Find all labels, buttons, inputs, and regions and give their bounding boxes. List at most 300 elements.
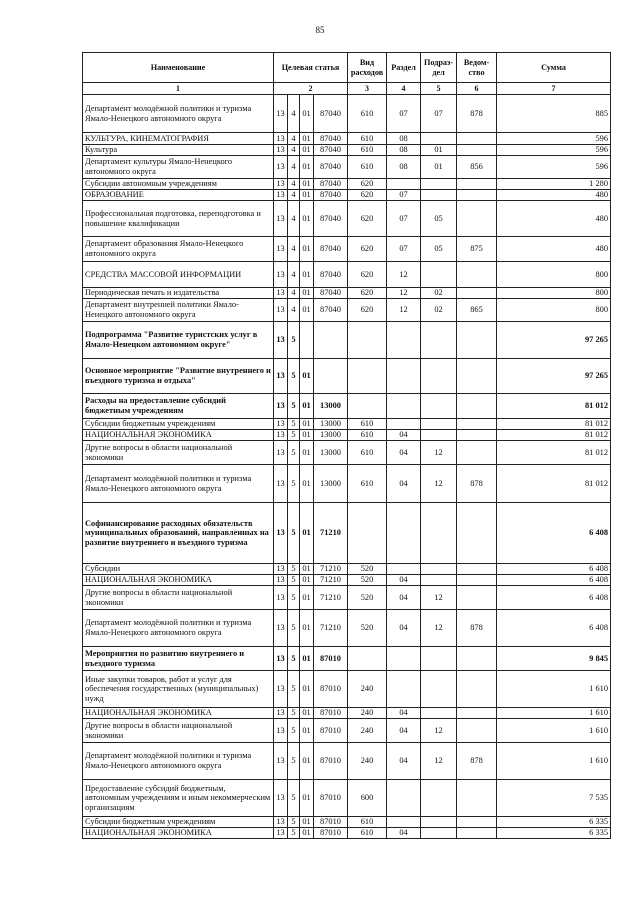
target-article-code-cell: 87040 [314,288,348,299]
header-number: 5 [421,83,457,95]
section-cell [387,394,421,419]
target-article-subprogram-cell: 4 [288,299,300,322]
subsection-cell [421,262,457,288]
row-name-cell: Другие вопросы в области национальной экономики [83,586,274,610]
amount-cell: 6 408 [497,610,611,647]
target-article-program-cell: 13 [274,719,288,743]
target-article-program-cell: 13 [274,262,288,288]
subsection-cell: 12 [421,610,457,647]
table-row [83,359,611,394]
page-number: 85 [315,25,325,35]
target-article-subprogram-cell: 4 [288,179,300,190]
section-cell: 12 [387,288,421,299]
header-number: 2 [274,83,348,95]
section-cell [387,780,421,817]
target-article-measure-cell: 01 [300,288,314,299]
target-article-program-cell: 13 [274,359,288,394]
target-article-code-cell: 87010 [314,743,348,780]
amount-cell: 6 408 [497,586,611,610]
table-row [83,610,611,647]
subsection-cell: 02 [421,299,457,322]
row-name-cell: Субсидии автономным учреждениям [83,179,274,190]
target-article-subprogram-cell: 4 [288,156,300,179]
row-name-cell: Подпрограмма "Развитие туристских услуг в Ямало-Ненецком автономном округе" [83,322,274,359]
section-cell: 04 [387,430,421,441]
target-article-program-cell: 13 [274,156,288,179]
target-article-subprogram-cell: 5 [288,394,300,419]
target-article-program-cell: 13 [274,288,288,299]
target-article-subprogram-cell: 4 [288,237,300,262]
row-name-cell: Основное мероприятие "Развитие внутреннего и въездного туризма и отдыха" [83,359,274,394]
target-article-measure-cell: 01 [300,299,314,322]
department-cell: 878 [457,743,497,780]
row-name-cell: Периодическая печать и издательства [83,288,274,299]
subsection-cell [421,564,457,575]
target-article-code-cell: 87040 [314,201,348,237]
subsection-cell [421,190,457,201]
target-article-subprogram-cell: 5 [288,503,300,564]
department-cell [457,419,497,430]
expense-type-cell: 240 [348,708,387,719]
target-article-program-cell: 13 [274,201,288,237]
target-article-subprogram-cell: 5 [288,671,300,708]
target-article-code-cell: 87040 [314,179,348,190]
target-article-code-cell: 87040 [314,190,348,201]
target-article-program-cell: 13 [274,322,288,359]
target-article-code-cell: 87040 [314,156,348,179]
row-name-cell: Другие вопросы в области национальной экономики [83,719,274,743]
amount-cell: 480 [497,190,611,201]
amount-cell: 97 265 [497,322,611,359]
target-article-program-cell: 13 [274,743,288,780]
expense-type-cell: 610 [348,133,387,145]
target-article-code-cell: 87040 [314,133,348,145]
table-row [83,465,611,503]
expense-type-cell: 240 [348,671,387,708]
section-cell: 12 [387,262,421,288]
target-article-code-cell: 87010 [314,817,348,828]
row-name-cell: Департамент молодёжной политики и туризма Ямало-Ненецкого автономного округа [83,610,274,647]
target-article-code-cell: 71210 [314,575,348,586]
target-article-subprogram-cell: 5 [288,817,300,828]
row-name-cell: КУЛЬТУРА, КИНЕМАТОГРАФИЯ [83,133,274,145]
table-row [83,564,611,575]
table-row [83,95,611,133]
row-name-cell: Софинансирование расходных обязательств муниципальных образований, направленных на развитие внутреннего и въездного туризма [83,503,274,564]
table-row [83,828,611,839]
header-subsection: Подраз-дел [421,53,457,83]
department-cell: 878 [457,95,497,133]
table-row [83,817,611,828]
department-cell [457,145,497,156]
section-cell: 04 [387,441,421,465]
department-cell [457,133,497,145]
header-department: Ведом-ство [457,53,497,83]
row-name-cell: Субсидии бюджетным учреждениям [83,419,274,430]
subsection-cell [421,780,457,817]
target-article-program-cell: 13 [274,586,288,610]
department-cell [457,441,497,465]
target-article-code-cell: 13000 [314,419,348,430]
section-cell: 07 [387,201,421,237]
table-row [83,190,611,201]
expense-type-cell: 610 [348,95,387,133]
subsection-cell: 02 [421,288,457,299]
expense-type-cell: 620 [348,190,387,201]
expense-type-cell: 610 [348,419,387,430]
target-article-program-cell: 13 [274,145,288,156]
department-cell [457,564,497,575]
amount-cell: 9 845 [497,647,611,671]
section-cell: 08 [387,133,421,145]
target-article-code-cell: 87040 [314,145,348,156]
amount-cell: 1 610 [497,719,611,743]
department-cell [457,288,497,299]
row-name-cell: Департамент молодёжной политики и туризма Ямало-Ненецкого автономного округа [83,465,274,503]
target-article-program-cell: 13 [274,503,288,564]
target-article-measure-cell: 01 [300,156,314,179]
target-article-program-cell: 13 [274,190,288,201]
expense-type-cell: 610 [348,145,387,156]
amount-cell: 6 408 [497,575,611,586]
target-article-code-cell: 71210 [314,610,348,647]
row-name-cell: СРЕДСТВА МАССОВОЙ ИНФОРМАЦИИ [83,262,274,288]
department-cell [457,780,497,817]
subsection-cell: 05 [421,201,457,237]
section-cell: 08 [387,156,421,179]
amount-cell: 1 280 [497,179,611,190]
target-article-subprogram-cell: 4 [288,133,300,145]
subsection-cell [421,671,457,708]
department-cell [457,586,497,610]
amount-cell: 1 610 [497,671,611,708]
target-article-measure-cell: 01 [300,503,314,564]
row-name-cell: Департамент внутренней политики Ямало-Ненецкого автономного округа [83,299,274,322]
expense-type-cell: 520 [348,610,387,647]
target-article-subprogram-cell: 5 [288,441,300,465]
target-article-program-cell: 13 [274,430,288,441]
target-article-code-cell [314,359,348,394]
target-article-code-cell: 87040 [314,262,348,288]
department-cell [457,817,497,828]
department-cell: 875 [457,237,497,262]
department-cell: 856 [457,156,497,179]
amount-cell: 885 [497,95,611,133]
expense-type-cell [348,394,387,419]
target-article-code-cell: 87010 [314,828,348,839]
header-name: Наименование [83,53,274,83]
expense-type-cell: 520 [348,586,387,610]
table-row [83,441,611,465]
expense-type-cell: 610 [348,828,387,839]
target-article-program-cell: 13 [274,179,288,190]
table-row [83,708,611,719]
table-row [83,322,611,359]
target-article-code-cell: 87010 [314,780,348,817]
table-row [83,503,611,564]
target-article-program-cell: 13 [274,441,288,465]
expense-type-cell: 520 [348,575,387,586]
target-article-program-cell: 13 [274,95,288,133]
target-article-measure-cell: 01 [300,262,314,288]
row-name-cell: Департамент культуры Ямало-Ненецкого автономного округа [83,156,274,179]
target-article-measure-cell: 01 [300,828,314,839]
subsection-cell [421,503,457,564]
table-row [83,575,611,586]
section-cell [387,564,421,575]
table-row [83,671,611,708]
target-article-measure-cell [300,322,314,359]
expense-type-cell: 600 [348,780,387,817]
row-name-cell: НАЦИОНАЛЬНАЯ ЭКОНОМИКА [83,430,274,441]
target-article-subprogram-cell: 5 [288,465,300,503]
subsection-cell [421,394,457,419]
table-row [83,156,611,179]
expense-type-cell: 620 [348,262,387,288]
target-article-program-cell: 13 [274,647,288,671]
section-cell [387,419,421,430]
subsection-cell [421,828,457,839]
target-article-program-cell: 13 [274,419,288,430]
table-row [83,145,611,156]
table-row [83,743,611,780]
section-cell: 07 [387,237,421,262]
target-article-subprogram-cell: 5 [288,828,300,839]
target-article-measure-cell: 01 [300,780,314,817]
subsection-cell [421,419,457,430]
subsection-cell: 12 [421,441,457,465]
row-name-cell: Департамент молодёжной политики и туризма Ямало-Ненецкого автономного округа [83,743,274,780]
row-name-cell: Предоставление субсидий бюджетным, автономным учреждениям и иным некоммерческим организациям [83,780,274,817]
expense-type-cell [348,503,387,564]
target-article-code-cell [314,322,348,359]
section-cell: 07 [387,190,421,201]
target-article-measure-cell: 01 [300,359,314,394]
subsection-cell [421,322,457,359]
expense-type-cell: 610 [348,430,387,441]
subsection-cell: 07 [421,95,457,133]
subsection-cell: 12 [421,719,457,743]
target-article-program-cell: 13 [274,465,288,503]
target-article-subprogram-cell: 4 [288,201,300,237]
target-article-subprogram-cell: 5 [288,575,300,586]
target-article-measure-cell: 01 [300,817,314,828]
section-cell: 04 [387,828,421,839]
target-article-subprogram-cell: 5 [288,564,300,575]
section-cell: 08 [387,145,421,156]
amount-cell: 6 335 [497,828,611,839]
amount-cell: 800 [497,262,611,288]
target-article-measure-cell: 01 [300,430,314,441]
target-article-subprogram-cell: 5 [288,419,300,430]
subsection-cell [421,575,457,586]
department-cell [457,671,497,708]
target-article-subprogram-cell: 5 [288,708,300,719]
table-row [83,237,611,262]
department-cell [457,828,497,839]
subsection-cell: 12 [421,586,457,610]
subsection-cell [421,359,457,394]
header-section: Раздел [387,53,421,83]
subsection-cell [421,647,457,671]
target-article-code-cell: 87040 [314,237,348,262]
section-cell [387,179,421,190]
section-cell: 12 [387,299,421,322]
header-number: 7 [497,83,611,95]
section-cell [387,817,421,828]
expense-type-cell: 610 [348,441,387,465]
amount-cell: 97 265 [497,359,611,394]
department-cell [457,179,497,190]
row-name-cell: Мероприятия по развитию внутреннего и въездного туризма [83,647,274,671]
subsection-cell: 12 [421,465,457,503]
amount-cell: 81 012 [497,430,611,441]
target-article-code-cell: 13000 [314,465,348,503]
target-article-program-cell: 13 [274,671,288,708]
header-number: 4 [387,83,421,95]
target-article-measure-cell: 01 [300,564,314,575]
target-article-measure-cell: 01 [300,671,314,708]
section-cell [387,647,421,671]
expense-type-cell [348,647,387,671]
target-article-measure-cell: 01 [300,419,314,430]
target-article-subprogram-cell: 4 [288,190,300,201]
target-article-measure-cell: 01 [300,708,314,719]
department-cell [457,575,497,586]
amount-cell: 480 [497,237,611,262]
table-row [83,262,611,288]
header-number: 6 [457,83,497,95]
expense-type-cell: 620 [348,288,387,299]
table-row [83,299,611,322]
target-article-measure-cell: 01 [300,95,314,133]
department-cell [457,394,497,419]
target-article-program-cell: 13 [274,817,288,828]
target-article-code-cell: 87040 [314,299,348,322]
target-article-code-cell: 87010 [314,647,348,671]
target-article-measure-cell: 01 [300,145,314,156]
header-amount: Сумма [497,53,611,83]
amount-cell: 596 [497,133,611,145]
subsection-cell: 05 [421,237,457,262]
target-article-subprogram-cell: 4 [288,145,300,156]
target-article-subprogram-cell: 5 [288,780,300,817]
row-name-cell: Департамент молодёжной политики и туризма Ямало-Ненецкого автономного округа [83,95,274,133]
amount-cell: 596 [497,156,611,179]
header-number: 1 [83,83,274,95]
department-cell [457,359,497,394]
target-article-measure-cell: 01 [300,394,314,419]
amount-cell: 81 012 [497,441,611,465]
table-row [83,133,611,145]
section-cell: 04 [387,743,421,780]
department-cell [457,262,497,288]
subsection-cell: 12 [421,743,457,780]
table-row [83,179,611,190]
target-article-program-cell: 13 [274,133,288,145]
target-article-measure-cell: 01 [300,201,314,237]
target-article-subprogram-cell: 5 [288,719,300,743]
amount-cell: 1 610 [497,708,611,719]
amount-cell: 800 [497,288,611,299]
header-target-article: Целевая статья [274,53,348,83]
table-row [83,394,611,419]
department-cell: 878 [457,465,497,503]
department-cell [457,201,497,237]
target-article-subprogram-cell: 4 [288,288,300,299]
subsection-cell: 01 [421,145,457,156]
subsection-cell [421,430,457,441]
section-cell: 04 [387,708,421,719]
target-article-measure-cell: 01 [300,237,314,262]
section-cell: 04 [387,586,421,610]
header-expense-type: Вид расходов [348,53,387,83]
target-article-subprogram-cell: 5 [288,647,300,671]
row-name-cell: Профессиональная подготовка, переподготовка и повышение квалификации [83,201,274,237]
target-article-program-cell: 13 [274,610,288,647]
department-cell [457,430,497,441]
target-article-subprogram-cell: 5 [288,359,300,394]
target-article-measure-cell: 01 [300,179,314,190]
expense-type-cell: 610 [348,817,387,828]
target-article-program-cell: 13 [274,299,288,322]
target-article-code-cell: 71210 [314,503,348,564]
amount-cell: 1 610 [497,743,611,780]
section-cell: 04 [387,610,421,647]
target-article-program-cell: 13 [274,828,288,839]
target-article-program-cell: 13 [274,575,288,586]
target-article-code-cell: 87010 [314,671,348,708]
table-row [83,430,611,441]
target-article-code-cell: 87010 [314,708,348,719]
expense-type-cell [348,359,387,394]
target-article-code-cell: 13000 [314,394,348,419]
target-article-measure-cell: 01 [300,133,314,145]
row-name-cell: НАЦИОНАЛЬНАЯ ЭКОНОМИКА [83,708,274,719]
target-article-measure-cell: 01 [300,647,314,671]
table-row [83,780,611,817]
expense-type-cell: 620 [348,299,387,322]
table-body [83,95,611,839]
amount-cell: 81 012 [497,394,611,419]
row-name-cell: НАЦИОНАЛЬНАЯ ЭКОНОМИКА [83,575,274,586]
target-article-code-cell: 13000 [314,441,348,465]
department-cell [457,708,497,719]
target-article-measure-cell: 01 [300,575,314,586]
row-name-cell: Иные закупки товаров, работ и услуг для обеспечения государственных (муниципальных) нужд [83,671,274,708]
expense-type-cell: 520 [348,564,387,575]
expense-type-cell: 240 [348,719,387,743]
target-article-subprogram-cell: 4 [288,262,300,288]
department-cell [457,322,497,359]
table-row [83,288,611,299]
department-cell: 865 [457,299,497,322]
target-article-code-cell: 13000 [314,430,348,441]
expense-type-cell: 610 [348,465,387,503]
row-name-cell: Департамент образования Ямало-Ненецкого автономного округа [83,237,274,262]
section-cell: 04 [387,575,421,586]
amount-cell: 596 [497,145,611,156]
row-name-cell: Расходы на предоставление субсидий бюджетным учреждениям [83,394,274,419]
target-article-program-cell: 13 [274,780,288,817]
amount-cell: 6 408 [497,564,611,575]
table-row [83,419,611,430]
target-article-code-cell: 71210 [314,564,348,575]
target-article-subprogram-cell: 5 [288,586,300,610]
expense-type-cell [348,322,387,359]
department-cell [457,190,497,201]
header-number: 3 [348,83,387,95]
